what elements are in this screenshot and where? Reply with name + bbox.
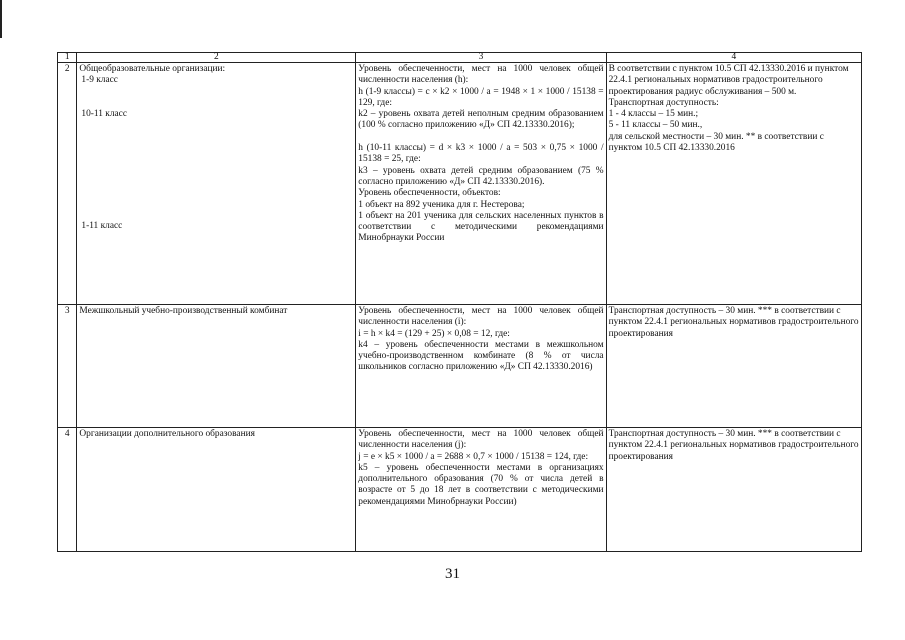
spacer xyxy=(358,132,603,143)
facility-subgroup: 1-11 класс xyxy=(81,220,123,231)
accessibility-text: Транспортная доступность: xyxy=(608,97,719,108)
accessibility-text: 1 - 4 классы – 15 мин.; xyxy=(608,109,699,120)
accessibility-cell: Транспортная доступность – 30 мин. *** в соответствии с пунктом 22.4.1 региональных нормативов градостроительного проектирования xyxy=(606,305,861,428)
provision-text: Уровень обеспеченности, объектов: xyxy=(358,188,501,199)
provision-text: Уровень обеспеченности, мест на 1000 человек общей численности населения (h): xyxy=(358,64,604,86)
header-cell-1: 1 xyxy=(58,53,77,63)
table-row xyxy=(58,63,862,305)
facility-cell: Организации дополнительного образования xyxy=(77,428,356,552)
provision-text: k4 – уровень обеспеченности местами в межшкольном учебно-производственном комбинате (8 % от числа школьников согласно приложению «Д» СП 42.13330.2016) xyxy=(358,339,604,373)
provision-text: 1 объект на 201 ученика для сельских населенных пунктов в соответствии с методическими рекомендациями Минобрнауки России xyxy=(358,210,604,244)
provision-text: Уровень обеспеченности, мест на 1000 человек общей численности населения (j): xyxy=(358,429,604,451)
table-row xyxy=(58,305,862,428)
provision-level-cell xyxy=(356,63,606,305)
table-row xyxy=(58,428,862,552)
provision-text: k5 – уровень обеспеченности местами в организациях дополнительного образования (70 % от числа детей в возрасте от 5 до 18 лет в соответствии с методическими рекомендациями Минобрнауки России) xyxy=(358,462,604,507)
provision-formula: h (1-9 классы) = c × k2 × 1000 / a = 1948 × 1 × 1000 / 15138 = 129, где: xyxy=(358,86,604,108)
provision-formula: i = h × k4 = (129 + 25) × 0,08 = 12, где: xyxy=(358,328,510,339)
accessibility-text: для сельской местности – 30 мин. ** в соответствии с пунктом 10.5 СП 42.13330.2016 xyxy=(608,131,824,154)
scan-edge-mark xyxy=(0,0,2,38)
page-number: 31 xyxy=(445,566,460,582)
accessibility-text: В соответствии с пунктом 10.5 СП 42.13330.2016 и пунктом 22.4.1 региональных нормативов градостроительного проектирования радиус обслуживания – 500 м. xyxy=(608,64,849,97)
provision-text: 1 объект на 892 ученика для г. Нестерова; xyxy=(358,199,525,210)
provision-text: k2 – уровень охвата детей неполным средним образованием (100 % согласно приложению «Д» СП 42.13330.2016); xyxy=(358,109,604,131)
facility-subgroup: 10-11 класс xyxy=(81,108,127,119)
facility-cell xyxy=(77,63,356,305)
row-number: 3 xyxy=(58,305,77,428)
provision-formula: j = e × k5 × 1000 / a = 2688 × 0,7 × 1000 / 15138 = 124, где: xyxy=(358,451,589,462)
row-number: 4 xyxy=(58,428,77,552)
provision-text: k3 – уровень охвата детей средним образованием (75 % согласно приложению «Д» СП 42.13330.2016). xyxy=(358,165,604,187)
regulations-table xyxy=(57,52,862,552)
header-cell-3: 3 xyxy=(356,53,606,63)
facility-subgroup: 1-9 класс xyxy=(81,75,118,86)
accessibility-cell: Транспортная доступность – 30 мин. *** в соответствии с пунктом 22.4.1 региональных нормативов градостроительного проектирования xyxy=(606,428,861,552)
provision-level-cell xyxy=(356,305,606,428)
header-cell-4: 4 xyxy=(606,53,861,63)
provision-text: Уровень обеспеченности, мест на 1000 человек общей численности населения (i): xyxy=(358,306,604,328)
row-number: 2 xyxy=(58,63,77,305)
header-cell-2: 2 xyxy=(77,53,356,63)
accessibility-text: 5 - 11 классы – 50 мин., xyxy=(608,120,703,131)
accessibility-cell xyxy=(606,63,861,305)
facility-cell: Межшкольный учебно-производственный комбинат xyxy=(77,305,356,428)
provision-level-cell xyxy=(356,428,606,552)
table-header-row xyxy=(58,53,862,63)
facility-title: Общеобразовательные организации: xyxy=(79,64,226,74)
provision-formula: h (10-11 классы) = d × k3 × 1000 / a = 503 × 0,75 × 1000 / 15138 = 25, где: xyxy=(358,143,604,165)
